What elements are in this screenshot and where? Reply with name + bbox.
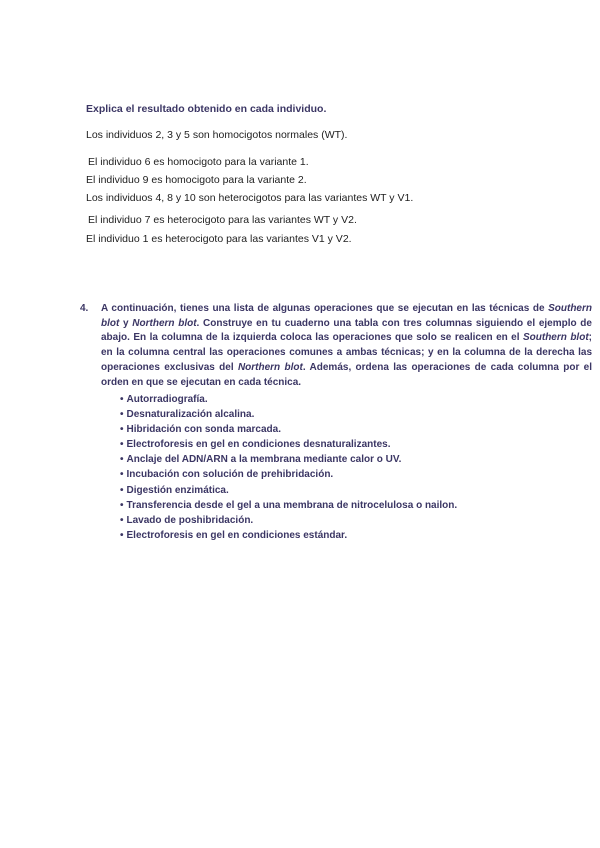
question-4 — [80, 302, 592, 390]
bullet-icon: • — [120, 484, 124, 496]
operation-label: Incubación con solución de prehibridación. — [126, 469, 334, 481]
operation-label: Lavado de poshibridación. — [126, 514, 254, 526]
question-prompt: Explica el resultado obtenido en cada individuo. — [86, 103, 327, 115]
bullet-icon: • — [120, 529, 124, 541]
q4-text-part: A continuación, tienes una lista de algunas operaciones que se ejecutan en las técnicas de — [101, 303, 549, 314]
q4-term-southern: Southern blot — [101, 303, 592, 329]
answer-line-1: Los individuos 2, 3 y 5 son homocigotos normales (WT). — [86, 129, 348, 141]
question-4-number: 4. — [80, 303, 89, 314]
operation-label: Autorradiografía. — [126, 394, 208, 405]
bullet-icon: • — [120, 454, 124, 466]
q4-term-southern: Southern blot — [522, 332, 589, 344]
bullet-icon: • — [120, 469, 124, 481]
q4-text-part: ; en la columna central las operaciones comunes a ambas técnicas; y en la columna de la derecha las operaciones exclusivas del — [101, 332, 592, 373]
bullet-icon: • — [120, 439, 124, 451]
q4-text-part: y — [119, 317, 133, 329]
operation-label: Anclaje del ADN/ARN a la membrana mediante calor o UV. — [126, 454, 402, 466]
list-item — [120, 392, 457, 407]
answer-line-3: El individuo 9 es homocigoto para la variante 2. — [86, 174, 307, 186]
operation-label: Digestión enzimática. — [126, 484, 229, 496]
list-item — [120, 452, 457, 467]
answer-line-2: El individuo 6 es homocigoto para la variante 1. — [88, 156, 309, 168]
bullet-icon: • — [120, 499, 124, 511]
q4-text-part: . Construye en tu cuaderno una tabla con tres columnas siguiendo el ejemplo de abajo. En la columna de la izquierda coloca las operaciones que solo se realicen en el — [101, 317, 592, 344]
list-item — [120, 498, 457, 513]
bullet-icon: • — [120, 424, 124, 436]
list-item — [120, 528, 457, 543]
q4-term-northern: Northern blot — [237, 361, 303, 373]
list-item — [120, 467, 457, 482]
list-item — [120, 407, 457, 422]
list-item — [120, 422, 457, 437]
operation-label: Transferencia desde el gel a una membrana de nitrocelulosa o nailon. — [126, 499, 458, 511]
list-item — [120, 437, 457, 452]
q4-text-part: . Además, ordena las operaciones de cada columna por el orden en que se ejecutan en cada técnica. — [101, 361, 593, 388]
bullet-icon: • — [120, 514, 124, 526]
operation-label: Desnaturalización alcalina. — [126, 409, 255, 421]
list-item — [120, 513, 457, 528]
answer-line-5: El individuo 7 es heterocigoto para las variantes WT y V2. — [88, 214, 357, 226]
question-4-text — [101, 302, 592, 390]
q4-term-northern: Northern blot — [132, 317, 197, 329]
operation-label: Electroforesis en gel en condiciones desnaturalizantes. — [126, 439, 391, 451]
bullet-icon: • — [120, 409, 124, 421]
operation-label: Hibridación con sonda marcada. — [126, 424, 281, 436]
bullet-icon: • — [120, 394, 124, 405]
list-item — [120, 483, 457, 498]
operation-label: Electroforesis en gel en condiciones estándar. — [126, 529, 348, 541]
operations-list — [120, 392, 457, 543]
answer-line-4: Los individuos 4, 8 y 10 son heterocigotos para las variantes WT y V1. — [86, 192, 414, 204]
answer-line-6: El individuo 1 es heterocigoto para las variantes V1 y V2. — [86, 233, 352, 245]
